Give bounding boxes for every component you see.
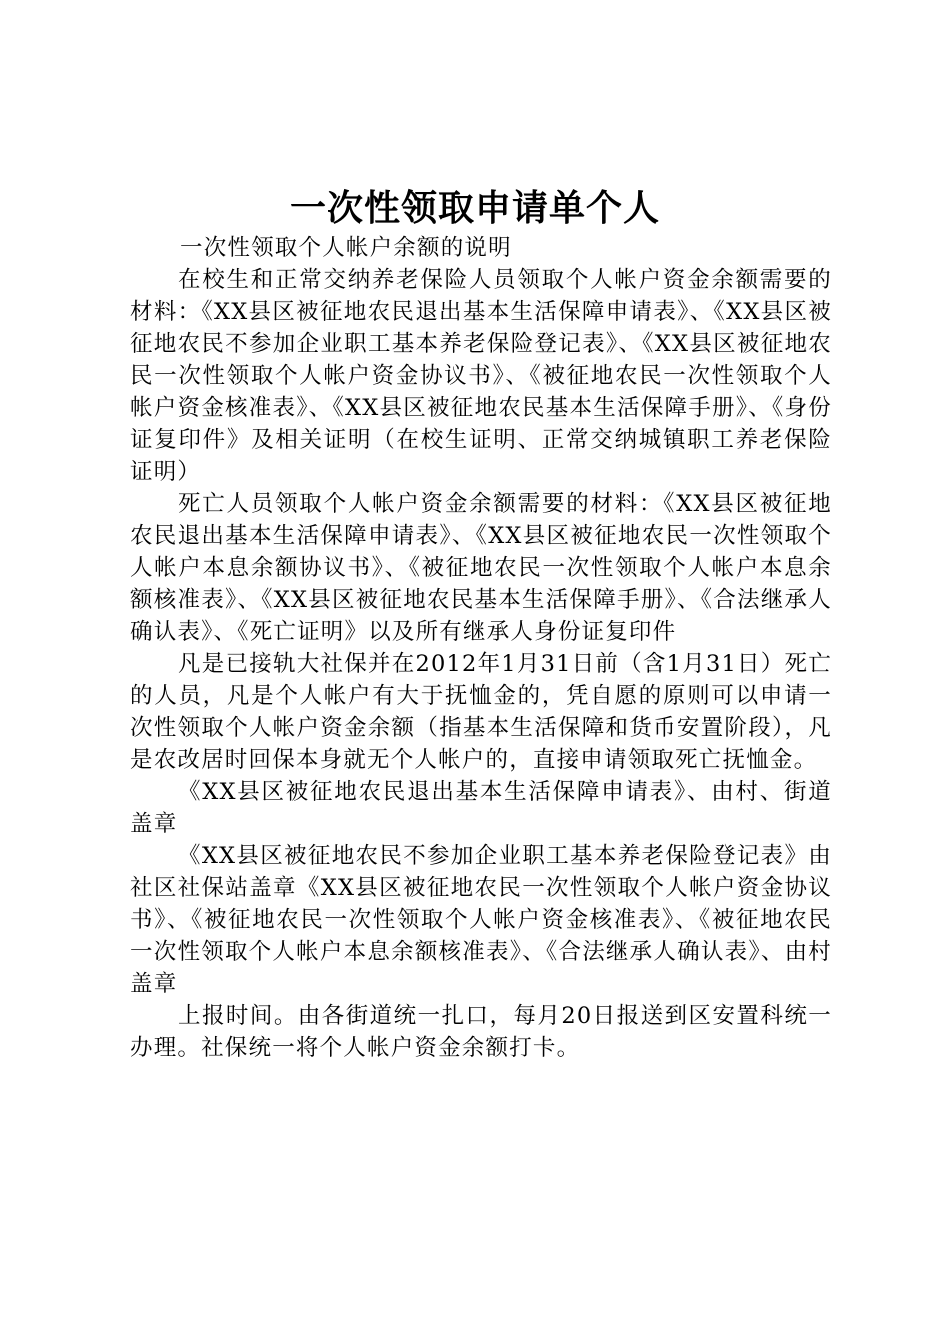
paragraph-deceased-materials: 死亡人员领取个人帐户资金余额需要的材料：《XX县区被征地农民退出基本生活保障申请表》、《XX县区被征地农民一次性领取个人帐户本息余额协议书》、《被征地农民一次性领取个人帐户本息余额核准表》、《XX县区被征地农民基本生活保障手册》、《合法继承人确认表》、《死亡证明》以及所有继承人身份证复印件: [130, 491, 832, 645]
paragraph-village-seal: 《XX县区被征地农民退出基本生活保障申请表》、由村、街道盖章: [130, 779, 832, 837]
paragraph-community-seal: 《XX县区被征地农民不参加企业职工基本养老保险登记表》由社区社保站盖章《XX县区被征地农民一次性领取个人帐户资金协议书》、《被征地农民一次性领取个人帐户资金核准表》、《被征地农民一次性领取个人帐户本息余额核准表》、《合法继承人确认表》、由村盖章: [130, 843, 832, 997]
paragraph-student-materials: 在校生和正常交纳养老保险人员领取个人帐户资金余额需要的材料：《XX县区被征地农民退出基本生活保障申请表》、《XX县区被征地农民不参加企业职工基本养老保险登记表》、《XX县区被征地农民一次性领取个人帐户资金协议书》、《被征地农民一次性领取个人帐户资金核准表》、《XX县区被征地农民基本生活保障手册》、《身份证复印件》及相关证明（在校生证明、正常交纳城镇职工养老保险证明）: [130, 267, 832, 485]
paragraph-submission-time: 上报时间。由各街道统一扎口，每月20日报送到区安置科统一办理。社保统一将个人帐户资金余额打卡。: [130, 1003, 832, 1061]
document-title: 一次性领取申请单个人: [289, 188, 660, 229]
document-body: [130, 232, 832, 1064]
paragraph-intro: 一次性领取个人帐户余额的说明: [180, 235, 512, 261]
paragraph-deceased-rules: 凡是已接轨大社保并在2012年1月31日前（含1月31日）死亡的人员，凡是个人帐户有大于抚恤金的，凭自愿的原则可以申请一次性领取个人帐户资金余额（指基本生活保障和货币安置阶段），凡是农改居时回保本身就无个人帐户的，直接申请领取死亡抚恤金。: [130, 651, 832, 773]
